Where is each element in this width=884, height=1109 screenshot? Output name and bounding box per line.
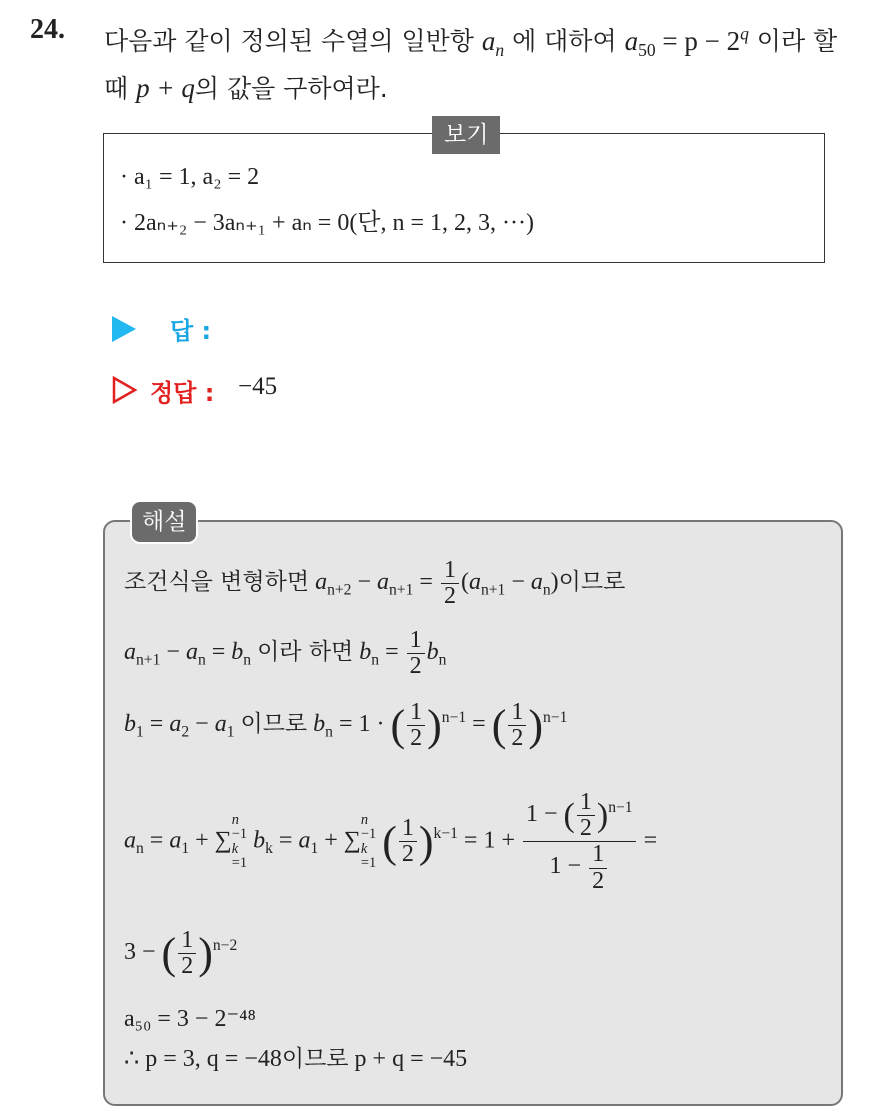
solution-line-4: $a_n = a_1$ + ∑ n −1 k =1 $b_k = a_1$ + ∑ n −1 k =1 ( $\frac{1}{2}$ )$^{k-1}$ = 1 + 1 − ( $\frac{1}{2}$ )$^{n-1}$ 1 − $\frac{1}{2}$ = [124, 789, 658, 894]
term-expr: $a_{50} = p - 2^q$ [624, 23, 749, 60]
term-an: $a_n$ [481, 25, 505, 60]
solution-line-5: 3 − ( $\frac{1}{2}$ )$^{n-2}$ [124, 927, 238, 980]
question-text [104, 14, 864, 108]
bogi-line-1: · a₁ = 1, a₂ = 2 [120, 164, 260, 190]
question-text-part2: 에 대하여 [512, 26, 617, 56]
correct-value: −45 [238, 373, 278, 400]
bogi-title: 보기 [432, 116, 500, 154]
answer-label: 답 : [170, 317, 212, 345]
solution-line-7: ∴ p = 3, q = −48이므로 p + q = −45 [124, 1046, 468, 1072]
correct-label: 정답 : [150, 379, 215, 407]
solution-line-6: a₅₀ = 3 − 2⁻⁴⁸ [124, 1006, 256, 1032]
correct-arrow-icon [112, 376, 138, 404]
question-text-part1: 다음과 같이 정의된 수열의 일반항 [104, 26, 474, 56]
solution-line-2: $a_{n+1} - a_n = b_n$ 이라 하면 $b_n$ = $\frac{1}{2}$ $b_n$ [124, 627, 447, 680]
question-text-part3: 이라 할 때 [104, 26, 838, 103]
solution-line-3: $b_1 = a_2 - a_1$ 이므로 $b_n = 1$ · ( $\frac{1}{2}$ )$^{n-1}$ = ( $\frac{1}{2}$ )$^{n-1}$ [124, 699, 568, 752]
answer-arrow-icon [112, 316, 136, 342]
solution-line-1: 조건식을 변형하면 $a_{n+2} - a_{n+1}$ = $\frac{1}{2}$ $(a_{n+1} - a_n)$이므로 [124, 557, 626, 610]
question-number: 24. [30, 14, 65, 45]
question-text-part4: 의 값을 구하여라. [194, 73, 388, 103]
solution-title: 해설 [130, 500, 198, 544]
term-pq: p + q [136, 72, 195, 103]
bogi-line-2: · 2aₙ₊₂ − 3aₙ₊₁ + aₙ = 0(단, n = 1, 2, 3, ···) [120, 210, 534, 236]
